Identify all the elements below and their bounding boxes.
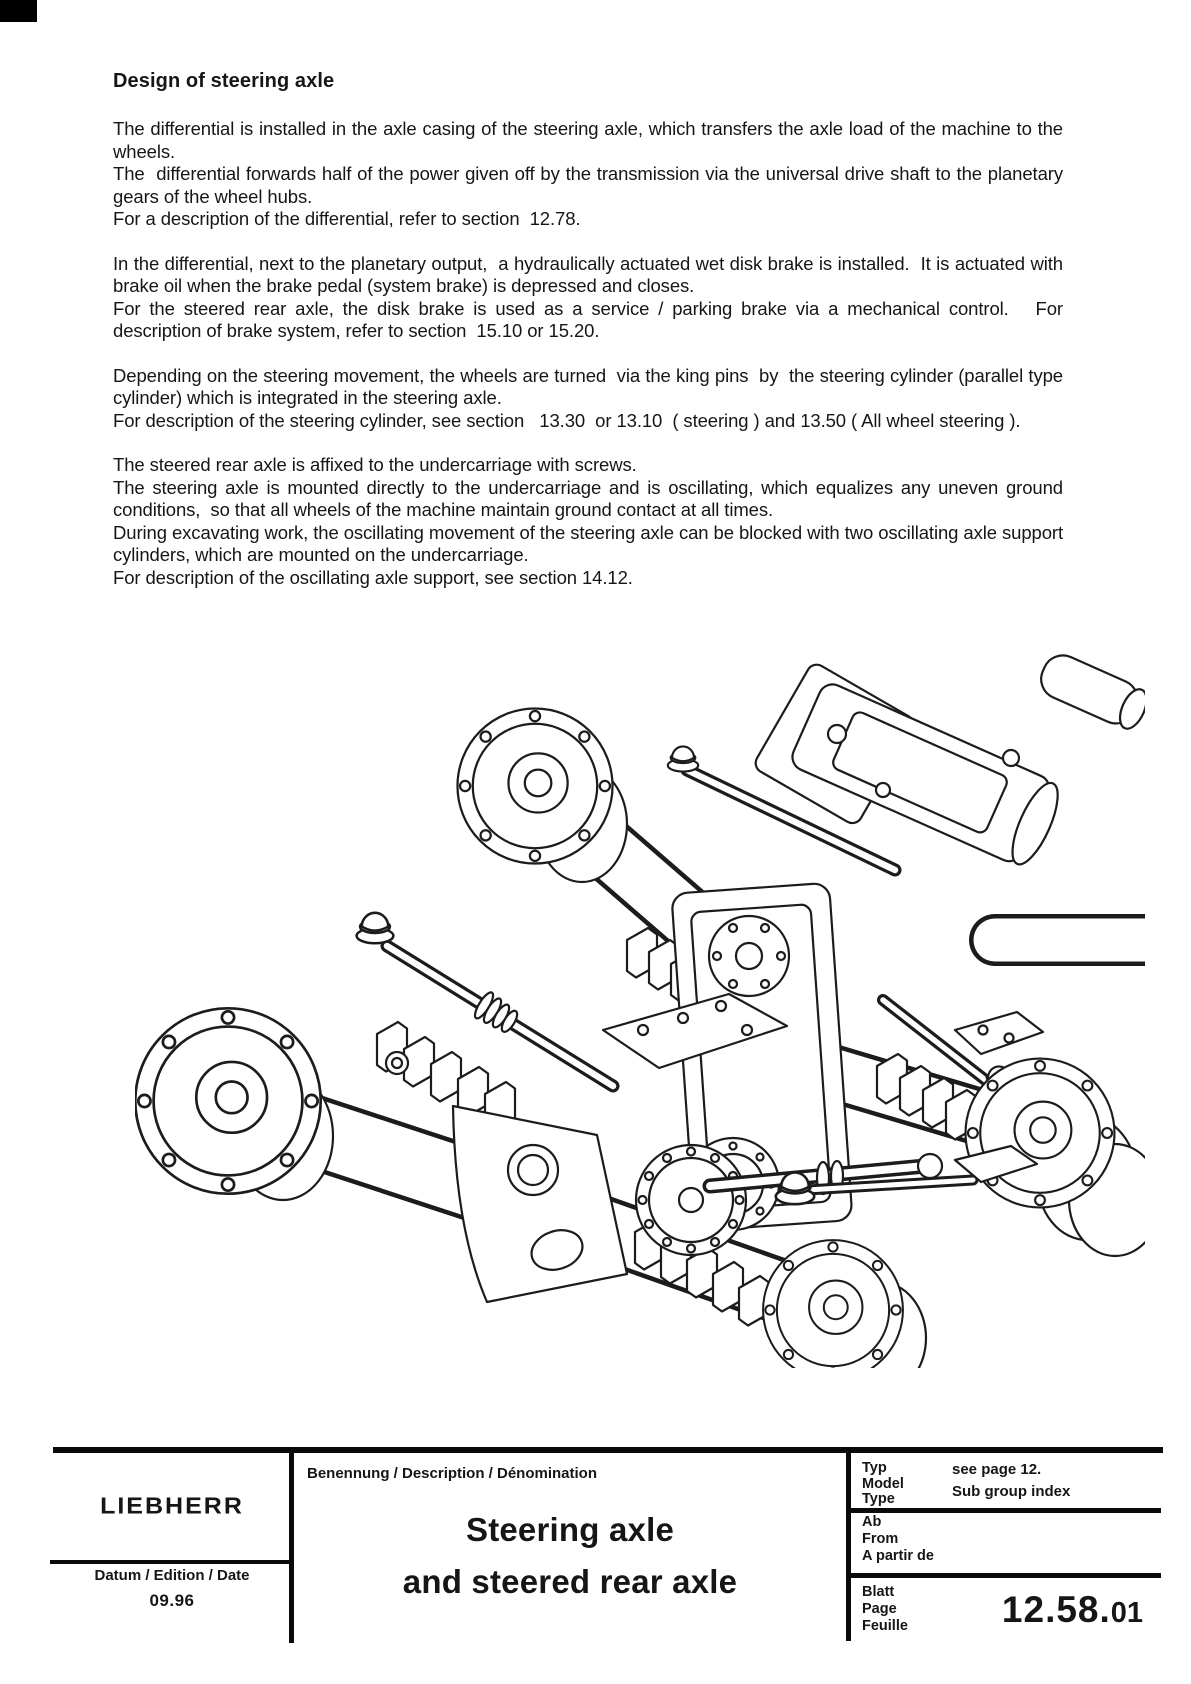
document-title-line2: and steered rear axle <box>402 1563 738 1600</box>
sheet-label-en: Page <box>862 1601 897 1617</box>
date-label: Datum / Edition / Date <box>94 1567 250 1584</box>
liebherr-logo: LIEBHERR <box>100 1493 244 1519</box>
axle-drawing <box>135 638 1145 1368</box>
sheet-label <box>862 1584 908 1635</box>
sentence: For the steered rear axle, the disk brake is used as a service / parking brake via a mechanical control. For description of brake system, refer to section 15.10 or 15.20. <box>113 297 1069 341</box>
paragraph-differential <box>113 118 1069 231</box>
type-label <box>862 1461 904 1508</box>
footer-top-rule <box>53 1447 1163 1453</box>
sentence: Depending on the steering movement, the wheels are turned via the king pins by the steering cylinder (parallel type cylinder) which is integrated in the steering axle. <box>113 364 1074 408</box>
sentence: The steered rear axle is affixed to the undercarriage with screws. <box>113 454 637 475</box>
footer-left-split-rule <box>50 1560 292 1564</box>
sentence: The differential is installed in the axle casing of the steering axle, which transfers the axle load of the machine to the wheels. <box>113 118 1069 162</box>
page-number-suffix: 01 <box>1110 1597 1144 1629</box>
page-number-main: 12.58. <box>1001 1589 1111 1630</box>
sentence: For description of the steering cylinder, see section 13.30 or 13.10 ( steering ) and 13.50 ( All wheel steering ). <box>113 409 1021 431</box>
paragraph-disk-brake <box>113 252 1069 343</box>
footer-right-rule-2 <box>849 1573 1161 1578</box>
type-label-fr: Type <box>862 1491 895 1507</box>
footer-right-rule-1 <box>849 1508 1161 1513</box>
from-label-fr: A partir de <box>862 1548 934 1564</box>
paragraph-mounting <box>113 454 1069 589</box>
from-label <box>862 1514 934 1565</box>
scan-artifact <box>0 0 37 22</box>
axle-illustration <box>135 638 1145 1368</box>
paragraph-steering-cylinder <box>113 364 1074 433</box>
document-title-line1: Steering axle <box>465 1511 675 1548</box>
description-label: Benennung / Description / Dénomination <box>307 1465 598 1482</box>
from-label-en: From <box>862 1531 899 1547</box>
sentence: During excavating work, the oscillating movement of the steering axle can be blocked with two oscillating axle support cylinders, which are mounted on the undercarriage. <box>113 521 1069 565</box>
type-value-line1: see page 12. <box>952 1461 1042 1478</box>
type-label-en: Model <box>862 1475 904 1492</box>
rear-axle-drawing <box>135 913 1037 1368</box>
sentence: For a description of the differential, refer to section 12.78. <box>113 208 581 229</box>
type-label-de: Typ <box>862 1460 887 1476</box>
sheet-label-de: Blatt <box>862 1584 895 1600</box>
document-title <box>294 1504 846 1608</box>
sentence: In the differential, next to the planetary output, a hydraulically actuated wet disk brake is installed. It is actuated with brake oil when the brake pedal (system brake) is depressed and closes. <box>113 252 1069 296</box>
body-text <box>113 70 1074 611</box>
sentence: For description of the oscillating axle support, see section 14.12. <box>113 566 633 588</box>
type-value-line2: Sub group index <box>952 1483 1071 1500</box>
sentence: The steering axle is mounted directly to the undercarriage and is oscillating, which equalizes any uneven ground conditions, so that all wheels of the machine maintain ground contact at all times. <box>113 476 1069 520</box>
sheet-label-fr: Feuille <box>862 1618 908 1634</box>
page-number <box>985 1589 1160 1631</box>
page-title: Design of steering axle <box>113 70 335 92</box>
sentence: The differential forwards half of the power given off by the transmission via the universal drive shaft to the planetary gears of the wheel hubs. <box>113 163 1069 207</box>
from-label-de: Ab <box>862 1514 882 1530</box>
footer-vrule-right <box>846 1447 851 1641</box>
date-value: 09.96 <box>149 1591 195 1610</box>
